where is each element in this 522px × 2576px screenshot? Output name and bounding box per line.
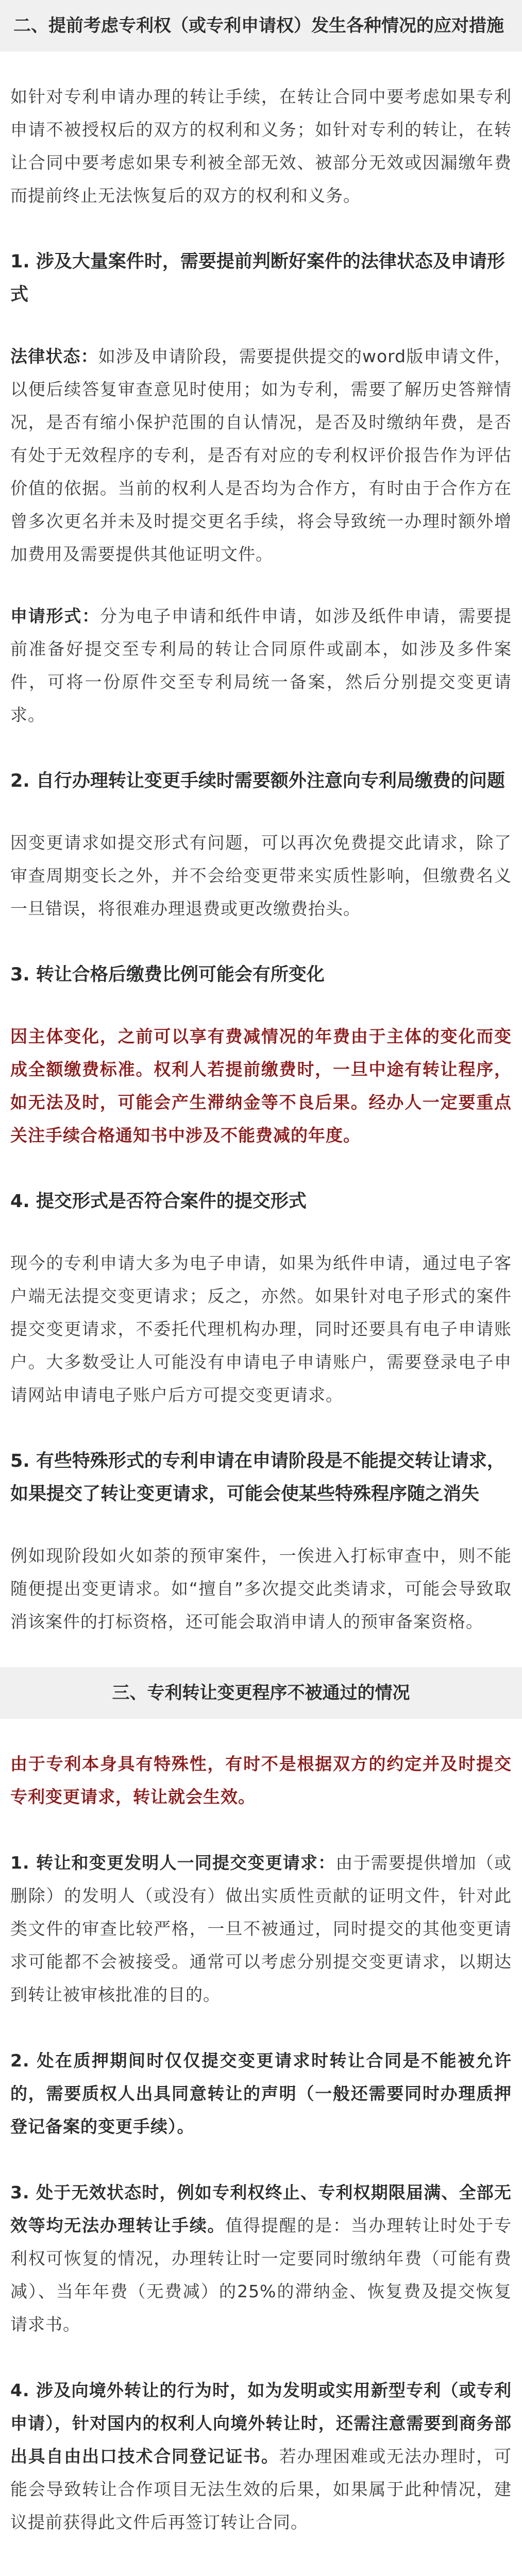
- legal-status-text: 如涉及申请阶段，需要提供提交的word版申请文件，以便后续答复审查意见时使用；如为专利，需要了解历史答辩情况，是否有缩小保护范围的自认情况，是否及时缴纳年费，是否有处于无效程序的专利，是否有对应的专利权评价报告作为评估价值的依据。当前的权利人是否均为合作方，有时由于合作方在曾多次更名并未及时提交更名手续，将会导致统一办理时额外增加费用及需要提供其他证明文件。: [10, 346, 512, 564]
- legal-status-label: 法律状态：: [10, 346, 98, 366]
- point-1-title: 1. 涉及大量案件时，需要提前判断好案件的法律状态及申请形式: [10, 251, 505, 305]
- item-4: [10, 2374, 512, 2539]
- point-5-title: 5. 有些特殊形式的专利申请在申请阶段是不能提交转让请求，如果提交了转让变更请求，可能会使某些特殊程序随之消失: [10, 1451, 505, 1504]
- section-3-heading: 三、专利转让变更程序不被通过的情况: [0, 1667, 522, 1719]
- point-2-text: 因变更请求如提交形式有问题，可以再次免费提交此请求，除了审查周期变长之外，并不会给变更带来实质性影响，但缴费名义一旦错误，将很难办理退费或更改缴费抬头。: [10, 833, 512, 919]
- point-1-application-form: [10, 600, 512, 732]
- item-3-bold: 3. 处于无效状态时，例如专利权终止、专利权期限届满、全部无效等均无法办理转让手续。: [10, 2182, 512, 2235]
- point-5-text: 例如现阶段如火如荼的预审案件，一俟进入打标审查中，则不能随便提出变更请求。如“擅自”多次提交此类请求，可能会导致取消该案件的打标资格，还可能会取消申请人的预审备案资格。: [10, 1546, 512, 1632]
- item-3: [10, 2176, 512, 2341]
- item-3-text: 值得提醒的是：当办理转让时处于专利权可恢复的情况，办理转让时一定要同时缴纳年费（可能有费减）、当年年费（无费减）的25%的滞纳金、恢复费及提交恢复请求书。: [10, 2215, 512, 2334]
- point-4-title: 4. 提交形式是否符合案件的提交形式: [10, 1191, 307, 1212]
- section-2-heading: 二、提前考虑专利权（或专利申请权）发生各种情况的应对措施: [0, 0, 522, 52]
- section-2-intro: 如针对专利申请办理的转让手续，在转让合同中要考虑如果专利申请不被授权后的双方的权利和义务；如针对专利的转让，在转让合同中要考虑如果专利被全部无效、被部分无效或因漏缴年费而提前终止无法恢复后的双方的权利和义务。: [10, 87, 512, 206]
- point-4-text: 现今的专利申请大多为电子申请，如果为纸件申请，通过电子客户端无法提交变更请求；反之，亦然。如果针对电子形式的案件提交变更请求，不委托代理机构办理，同时还要具有电子申请账户。大多数受让人可能没有申请电子申请账户，需要登录电子申请网站申请电子账户后方可提交变更请求。: [10, 1253, 512, 1405]
- application-form-text: 分为电子申请和纸件申请，如涉及纸件申请，需要提前准备好提交至专利局的转让合同原件或副本，如涉及多件案件，可将一份原件交至专利局统一备案，然后分别提交变更请求。: [10, 606, 512, 725]
- item-1-text: 由于需要提供增加（或删除）的发明人（或没有）做出实质性贡献的证明文件，针对此类文件的审查比较严格，一旦不被通过，同时提交的其他变更请求可能都不会被接受。通常可以考虑分别提交变更请求，以期达到转让被审核批准的目的。: [10, 1853, 512, 2005]
- item-4-bold: 4. 涉及向境外转让的行为时，如为发明或实用新型专利（或专利申请），针对国内的权利人向境外转让时，还需注意需要到商务部出具自由出口技术合同登记证书。: [10, 2380, 512, 2466]
- point-2-title: 2. 自行办理转让变更手续时需要额外注意向专利局缴费的问题: [10, 771, 505, 791]
- item-4-text: 若办理困难或无法办理时，可能会导致转让合作项目无法生效的后果，如果属于此种情况，建议提前获得此文件后再签订转让合同。: [10, 2446, 512, 2532]
- item-2: 2. 处在质押期间时仅仅提交变更请求时转让合同是不能被允许的，需要质权人出具同意转让的声明（一般还需要同时办理质押登记备案的变更手续）。: [10, 2050, 512, 2137]
- point-1-legal-status: [10, 340, 512, 571]
- point-3-title: 3. 转让合格后缴费比例可能会有所变化: [10, 964, 325, 985]
- item-1-bold: 1. 转让和变更发明人一同提交变更请求：: [10, 1853, 336, 1873]
- section-3-red-intro: 由于专利本身具有特殊性，有时不是根据双方的约定并及时提交专利变更请求，转让就会生效。: [10, 1754, 512, 1807]
- point-3-red-text: 因主体变化，之前可以享有费减情况的年费由于主体的变化而变成全额缴费标准。权利人若提前缴费时，一旦中途有转让程序，如无法及时，可能会产生滞纳金等不良后果。经办人一定要重点关注手续合格通知书中涉及不能费减的年度。: [10, 1026, 512, 1145]
- application-form-label: 申请形式：: [10, 606, 100, 626]
- item-1: [10, 1846, 512, 2011]
